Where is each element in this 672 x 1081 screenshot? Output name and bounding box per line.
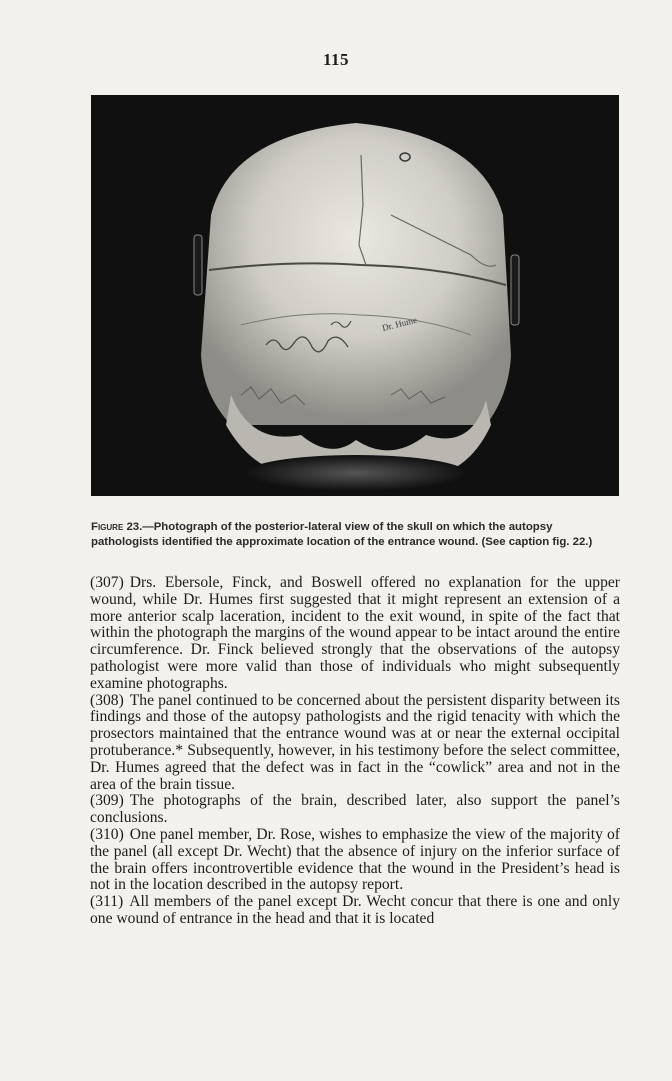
paragraph-number: (307) — [90, 574, 124, 591]
paragraph-311 — [90, 894, 620, 928]
body-text — [90, 575, 620, 928]
figure-label: Figure 23. — [91, 521, 143, 533]
figure-caption — [91, 520, 621, 550]
paragraph-text: The photographs of the brain, described later, also support the panel’s conclusions. — [90, 792, 620, 827]
skull-photograph — [91, 95, 619, 496]
paragraph-309 — [90, 793, 620, 827]
page-number: 115 — [322, 50, 350, 69]
paragraph-text: The panel continued to be concerned about the persistent disparity between its findings and those of the autopsy pathologists and the rigid tenacity with which the prosectors maintained that the entrance wound was at or near the external occipital protuberance.* Subsequently, however, in his testimony before the select committee, Dr. Humes agreed that the defect was in fact in the “cowlick” area and not in the area of the brain tissue. — [90, 691, 620, 793]
paragraph-number: (310) — [90, 825, 124, 843]
paragraph-310 — [90, 827, 620, 894]
paragraph-number: (308) — [90, 691, 124, 709]
paragraph-308 — [90, 693, 620, 794]
handwriting-note: Dr. Hume — [381, 314, 418, 333]
paragraph-number: (311) — [90, 893, 124, 911]
skull-image — [91, 95, 619, 496]
paragraph-307 — [90, 575, 620, 693]
figure-caption-text: —Photograph of the posterior-lateral view of the skull on which the autopsy pathologists identified the approximate location of the entrance wound. (See caption fig. 22.) — [91, 521, 593, 548]
paragraph-text: Drs. Ebersole, Finck, and Boswell offered no explanation for the upper wound, while Dr. Humes first suggested that it might represent an extension of a more anterior scalp laceration, incident to the exit wound, in spite of the fact that within the photograph the margins of the wound appear to be intact around the entire circumference. Dr. Finck believed strongly that the observations of the autopsy pathologist were more valid than those of individuals who might subsequently examine photographs. — [90, 574, 620, 692]
paragraph-number: (309) — [90, 792, 124, 810]
paragraph-text: One panel member, Dr. Rose, wishes to emphasize the view of the majority of the panel (all except Dr. Wecht) that the absence of injury on the inferior surface of the brain offers incontrovertible evidence that the wound in the President’s head is not in the location described in the autopsy report. — [90, 825, 620, 894]
paragraph-text: All members of the panel except Dr. Wecht concur that there is one and only one wound of entrance in the head and that it is located — [90, 893, 620, 927]
